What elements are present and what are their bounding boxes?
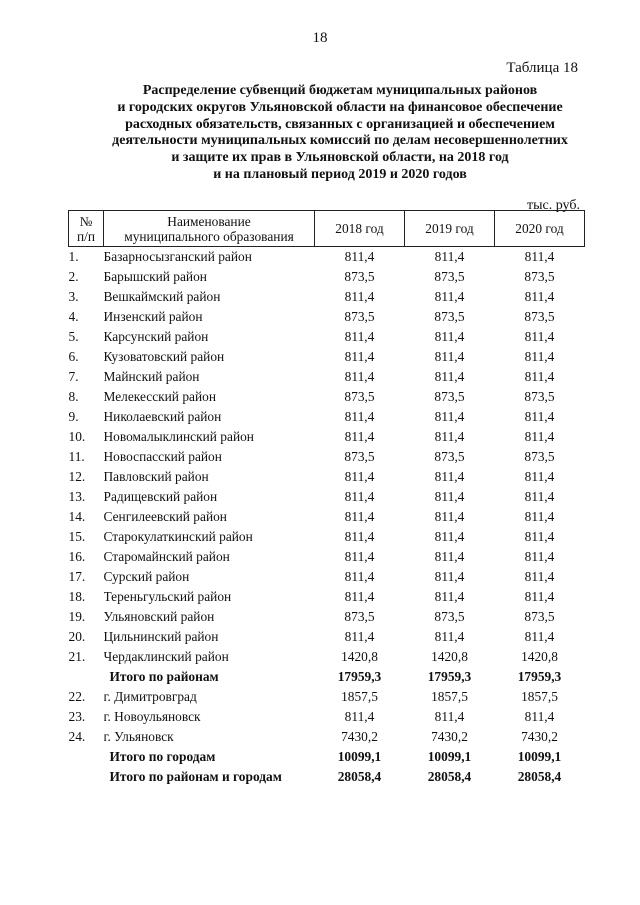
table-row: [69, 507, 585, 527]
table-row: [69, 427, 585, 447]
row-value-2019: 811,4: [434, 249, 465, 264]
row-value-2019: 811,4: [434, 329, 465, 344]
row-number: 8.: [68, 389, 79, 404]
header-num: [69, 211, 104, 247]
table-row: [69, 567, 585, 587]
row-number: [69, 667, 104, 687]
row-value-2019: 811,4: [434, 709, 465, 724]
row-number: 11.: [68, 449, 85, 464]
title-line: Распределение субвенций бюджетам муниципальных районов: [142, 83, 538, 98]
table-row: [69, 487, 585, 507]
row-value-2018: 811,4: [344, 629, 375, 644]
row-value-2019: 811,4: [434, 549, 465, 564]
row-number: [69, 747, 104, 767]
row-number: 1.: [68, 249, 79, 264]
row-name: Сенгилеевский район: [103, 509, 227, 524]
row-value-2020: 811,4: [524, 469, 555, 484]
row-name: Тереньгульский район: [103, 589, 232, 604]
row-value-2018: 811,4: [344, 529, 375, 544]
table-row: [69, 627, 585, 647]
row-value-2020: 873,5: [524, 449, 555, 464]
row-value-2020: 811,4: [524, 509, 555, 524]
row-value-2019: 811,4: [434, 629, 465, 644]
row-number: 17.: [68, 569, 86, 584]
table-label: Таблица 18: [506, 60, 578, 76]
row-name: Сурский район: [103, 569, 190, 584]
row-value-2019: 811,4: [434, 489, 465, 504]
header-name-line2: муниципального образования: [124, 228, 294, 244]
row-name: Цильнинский район: [103, 629, 219, 644]
title-line: деятельности муниципальных комиссий по делам несовершеннолетних: [112, 133, 568, 149]
row-value-2019: 811,4: [434, 589, 465, 604]
header-name: [104, 211, 315, 247]
row-name: Итого по городам: [109, 749, 216, 764]
row-name: Кузоватовский район: [103, 349, 225, 364]
row-name: Итого по районам: [109, 669, 219, 684]
row-value-2018: 811,4: [344, 329, 375, 344]
row-value-2019: 811,4: [434, 429, 465, 444]
table-body: [69, 247, 585, 788]
unit-label: тыс. руб.: [527, 198, 580, 213]
row-value-2019: 873,5: [434, 449, 465, 464]
row-number: 6.: [68, 349, 79, 364]
row-number: 20.: [68, 629, 86, 644]
row-value-2018: 28058,4: [337, 769, 382, 784]
row-value-2018: 811,4: [344, 249, 375, 264]
row-value-2018: 811,4: [344, 409, 375, 424]
row-value-2019: 1857,5: [431, 689, 468, 704]
title-line: расходных обязательств, связанных с организацией и обеспечением: [125, 116, 555, 132]
row-value-2019: 811,4: [434, 529, 465, 544]
row-number: 14.: [68, 509, 86, 524]
row-name: г. Ульяновск: [103, 729, 174, 744]
row-value-2018: 811,4: [344, 289, 375, 304]
row-number: [69, 767, 104, 787]
row-value-2020: 811,4: [524, 249, 555, 264]
row-number: 12.: [68, 469, 86, 484]
row-value-2018: 7430,2: [341, 729, 378, 744]
row-name: Базарносызганский район: [103, 249, 252, 264]
table-row: [69, 267, 585, 287]
row-value-2020: 17959,3: [517, 669, 562, 684]
subvention-table: [68, 210, 585, 787]
row-value-2018: 811,4: [344, 489, 375, 504]
row-name: г. Новоульяновск: [103, 709, 201, 724]
row-value-2020: 873,5: [524, 609, 555, 624]
row-value-2020: 7430,2: [521, 729, 558, 744]
table-row: [69, 707, 585, 727]
table-header-row: [69, 211, 585, 247]
header-2018: 2018 год: [315, 211, 405, 247]
row-number: 10.: [68, 429, 86, 444]
row-value-2020: 873,5: [524, 269, 555, 284]
table-row: [69, 727, 585, 747]
row-value-2020: 811,4: [524, 329, 555, 344]
row-number: 5.: [68, 329, 79, 344]
row-name: г. Димитровград: [103, 689, 197, 704]
row-value-2018: 811,4: [344, 429, 375, 444]
table-row: [69, 647, 585, 667]
row-value-2019: 10099,1: [427, 749, 472, 764]
row-value-2020: 811,4: [524, 349, 555, 364]
row-name: Старокулаткинский район: [103, 529, 253, 544]
table-total-row: [69, 767, 585, 787]
row-name: Чердаклинский район: [103, 649, 229, 664]
row-value-2019: 811,4: [434, 409, 465, 424]
row-number: 21.: [68, 649, 86, 664]
row-value-2019: 873,5: [434, 609, 465, 624]
row-value-2019: 17959,3: [427, 669, 472, 684]
row-name: Карсунский район: [103, 329, 209, 344]
row-value-2019: 873,5: [434, 389, 465, 404]
row-value-2020: 873,5: [524, 389, 555, 404]
row-number: 22.: [68, 689, 86, 704]
table-row: [69, 447, 585, 467]
row-number: 2.: [68, 269, 79, 284]
row-value-2020: 811,4: [524, 529, 555, 544]
header-2020: 2020 год: [495, 211, 585, 247]
row-name: Павловский район: [103, 469, 209, 484]
row-number: 13.: [68, 489, 86, 504]
row-value-2019: 811,4: [434, 509, 465, 524]
row-value-2019: 811,4: [434, 349, 465, 364]
title-line: и защите их прав в Ульяновской области, на 2018 год: [171, 150, 509, 166]
row-value-2020: 811,4: [524, 589, 555, 604]
row-number: 4.: [68, 309, 79, 324]
row-value-2019: 873,5: [434, 309, 465, 324]
row-name: Старомайнский район: [103, 549, 230, 564]
row-value-2018: 811,4: [344, 369, 375, 384]
row-value-2018: 873,5: [344, 389, 375, 404]
row-name: Новомалыклинский район: [103, 429, 254, 444]
row-value-2020: 10099,1: [517, 749, 562, 764]
row-number: 16.: [68, 549, 86, 564]
row-number: 23.: [68, 709, 86, 724]
row-value-2020: 811,4: [524, 709, 555, 724]
row-value-2018: 811,4: [344, 709, 375, 724]
table-row: [69, 407, 585, 427]
row-value-2018: 873,5: [344, 309, 375, 324]
row-value-2018: 873,5: [344, 269, 375, 284]
row-number: 9.: [68, 409, 79, 424]
row-value-2020: 811,4: [524, 629, 555, 644]
table-row: [69, 367, 585, 387]
row-value-2020: 28058,4: [517, 769, 562, 784]
header-num-line1: №: [79, 213, 93, 229]
row-name: Майнский район: [103, 369, 200, 384]
row-number: 24.: [68, 729, 86, 744]
table-row: [69, 687, 585, 707]
row-value-2018: 1857,5: [341, 689, 378, 704]
row-value-2018: 1420,8: [341, 649, 378, 664]
row-name: Николаевский район: [103, 409, 222, 424]
row-name: Ульяновский район: [103, 609, 215, 624]
row-number: 3.: [68, 289, 79, 304]
row-name: Новоспасский район: [103, 449, 222, 464]
row-value-2018: 811,4: [344, 349, 375, 364]
header-name-line1: Наименование: [167, 213, 251, 229]
row-value-2018: 873,5: [344, 449, 375, 464]
row-value-2018: 10099,1: [337, 749, 382, 764]
row-value-2020: 1857,5: [521, 689, 558, 704]
row-name: Мелекесский район: [103, 389, 216, 404]
row-name: Радищевский район: [103, 489, 218, 504]
header-2019: 2019 год: [405, 211, 495, 247]
row-value-2019: 811,4: [434, 469, 465, 484]
table-row: [69, 287, 585, 307]
row-value-2019: 873,5: [434, 269, 465, 284]
row-value-2020: 811,4: [524, 489, 555, 504]
row-value-2020: 811,4: [524, 409, 555, 424]
table-row: [69, 527, 585, 547]
row-value-2018: 811,4: [344, 589, 375, 604]
table-row: [69, 307, 585, 327]
table-row: [69, 467, 585, 487]
header-num-line2: п/п: [76, 228, 96, 244]
row-value-2019: 811,4: [434, 569, 465, 584]
row-number: 19.: [68, 609, 86, 624]
table-row: [69, 347, 585, 367]
row-value-2018: 811,4: [344, 469, 375, 484]
table-total-row: [69, 747, 585, 767]
table-row: [69, 587, 585, 607]
table-row: [69, 247, 585, 268]
table-row: [69, 547, 585, 567]
row-value-2020: 811,4: [524, 569, 555, 584]
row-value-2020: 1420,8: [521, 649, 558, 664]
row-value-2018: 17959,3: [337, 669, 382, 684]
row-value-2020: 811,4: [524, 289, 555, 304]
row-value-2020: 811,4: [524, 429, 555, 444]
row-number: 7.: [68, 369, 79, 384]
row-value-2020: 811,4: [524, 369, 555, 384]
table-row: [69, 387, 585, 407]
row-value-2019: 1420,8: [431, 649, 468, 664]
row-name: Барышский район: [103, 269, 207, 284]
table-row: [69, 607, 585, 627]
page-number: 18: [312, 30, 328, 46]
row-value-2018: 811,4: [344, 509, 375, 524]
title-line: и городских округов Ульяновской области на финансовое обеспечение: [117, 99, 563, 115]
row-value-2018: 811,4: [344, 549, 375, 564]
row-value-2019: 811,4: [434, 369, 465, 384]
row-value-2019: 811,4: [434, 289, 465, 304]
row-value-2020: 811,4: [524, 549, 555, 564]
row-name: Инзенский район: [103, 309, 203, 324]
table-row: [69, 327, 585, 347]
row-name: Вешкаймский район: [103, 289, 221, 304]
row-value-2018: 811,4: [344, 569, 375, 584]
document-title: [100, 83, 580, 184]
row-value-2020: 873,5: [524, 309, 555, 324]
title-line: и на плановый период 2019 и 2020 годов: [213, 166, 467, 182]
row-value-2018: 873,5: [344, 609, 375, 624]
table-total-row: [69, 667, 585, 687]
row-number: 15.: [68, 529, 86, 544]
row-value-2019: 28058,4: [427, 769, 472, 784]
row-value-2019: 7430,2: [431, 729, 468, 744]
row-name: Итого по районам и городам: [109, 769, 282, 784]
row-number: 18.: [68, 589, 86, 604]
